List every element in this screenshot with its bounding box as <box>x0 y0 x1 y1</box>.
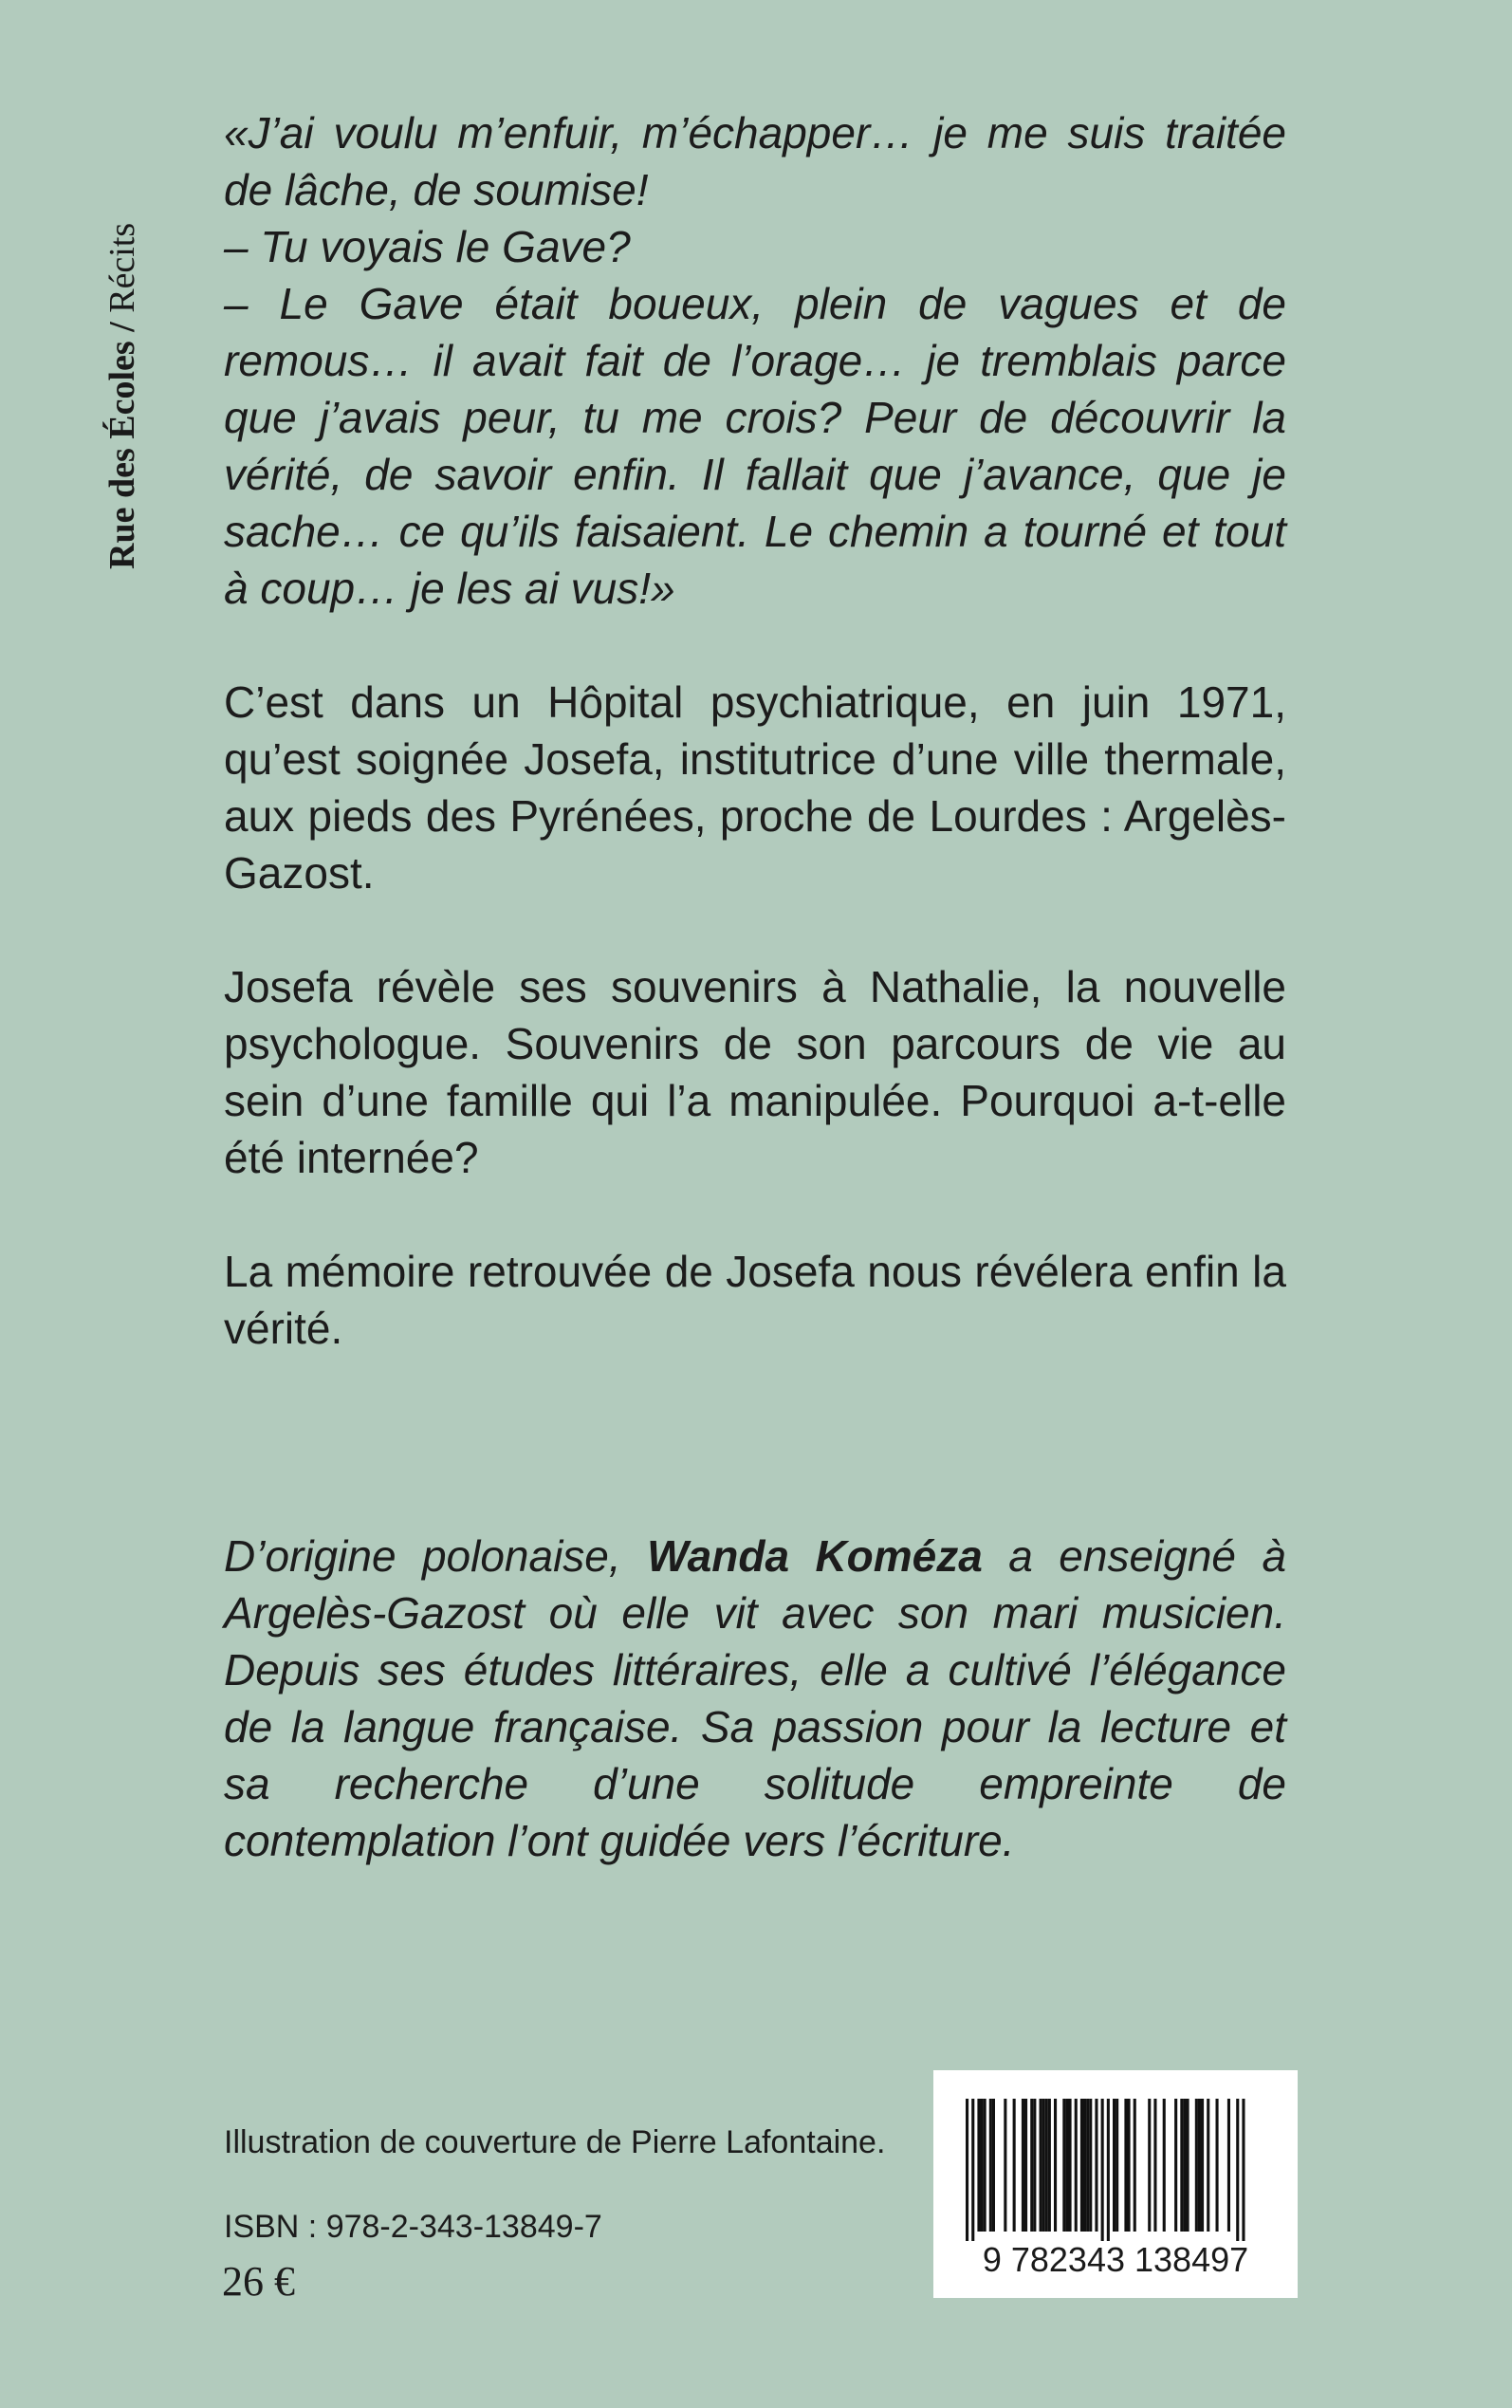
author-name: Wanda Koméza <box>647 1531 983 1581</box>
summary-paragraph: Josefa révèle ses souvenirs à Nathalie, la nouvelle psychologue. Souvenirs de son parcours de vie au sein d’une famille qui l’a manipulée. Pourquoi a-t-elle été internée? <box>224 962 1286 1182</box>
barcode-bar <box>1101 2099 1104 2241</box>
barcode-digits: 9 782343 138497 <box>982 2240 1249 2279</box>
isbn: ISBN : 978-2-343-13849-7 <box>224 2209 602 2245</box>
bio-intro: D’origine polonaise, <box>224 1531 648 1581</box>
barcode-bar <box>1030 2099 1033 2232</box>
summary-paragraph: La mémoire retrouvée de Josefa nous révélera enfin la vérité. <box>224 1247 1286 1353</box>
barcode-bar <box>1033 2099 1036 2232</box>
barcode-bar <box>1095 2099 1097 2232</box>
barcode-bars <box>966 2099 1245 2241</box>
barcode-bar <box>1024 2099 1027 2232</box>
barcode-bar <box>1083 2099 1086 2232</box>
barcode-bar <box>1062 2099 1065 2232</box>
barcode-bar <box>1069 2099 1072 2232</box>
back-cover-text <box>224 104 1286 1926</box>
barcode-bar <box>1207 2099 1209 2232</box>
barcode-bar <box>1236 2099 1239 2241</box>
barcode-bar <box>992 2099 995 2232</box>
barcode-bar <box>1124 2099 1127 2232</box>
spine-text <box>101 223 143 569</box>
barcode-bar <box>1075 2099 1078 2232</box>
bio-text: a enseigné à Argelès-Gazost où elle vit avec son mari musicien. Depuis ses études littéraires, elle a cultivé l’élégance de la langue française. Sa passion pour la lecture et sa recherche d’une solitude empreinte de contemplation l’ont guidée vers l’écriture. <box>224 1531 1286 1865</box>
barcode-bar <box>1201 2099 1204 2232</box>
barcode-bar <box>1216 2099 1219 2232</box>
barcode-bar <box>1242 2099 1245 2241</box>
barcode-bar <box>1065 2099 1068 2232</box>
barcode-bar <box>1054 2099 1057 2232</box>
barcode-bar <box>977 2099 980 2232</box>
barcode-bar <box>1174 2099 1177 2232</box>
barcode-bar <box>1045 2099 1048 2232</box>
barcode-bar <box>1153 2099 1156 2232</box>
barcode-bar <box>1113 2099 1116 2232</box>
barcode-bar <box>1022 2099 1024 2232</box>
author-bio <box>224 1528 1286 1869</box>
spine-separator: / <box>102 322 142 332</box>
quote-line: – Le Gave était boueux, plein de vagues et de remous… il avait fait de l’orage… je tremblais parce que j’avais peur, tu me crois? Peur de découvrir la vérité, de savoir enfin. Il fallait que j’avance, que je sache… ce qu’ils faisaient. Le chemin a tourné et tout à coup… je les ai vus!» <box>224 279 1286 613</box>
barcode-bar <box>989 2099 992 2232</box>
barcode-bar <box>1163 2099 1166 2232</box>
barcode-bar <box>1042 2099 1045 2232</box>
barcode-bar <box>1195 2099 1198 2232</box>
quote-line: «J’ai voulu m’enfuir, m’échapper… je me suis traitée de lâche, de soumise! <box>224 108 1286 214</box>
barcode-bar <box>1183 2099 1186 2232</box>
barcode-bar <box>1013 2099 1016 2232</box>
barcode-bar <box>1004 2099 1006 2232</box>
barcode-bar <box>1086 2099 1089 2232</box>
summary-paragraph: C’est dans un Hôpital psychiatrique, en juin 1971, qu’est soignée Josefa, institutrice d’une ville thermale, aux pieds des Pyrénées, proche de Lourdes : Argelès-Gazost. <box>224 677 1286 898</box>
price: 26 € <box>222 2258 295 2305</box>
genre-name: Récits <box>102 222 142 313</box>
excerpt-quote <box>224 104 1286 617</box>
barcode-bar <box>1148 2099 1151 2232</box>
series-name: Rue des Écoles <box>102 341 142 569</box>
barcode-bar <box>984 2099 986 2232</box>
barcode-bar <box>981 2099 984 2232</box>
illustration-credit: Illustration de couverture de Pierre Lafontaine. <box>224 2124 886 2160</box>
barcode-bar <box>1080 2099 1083 2232</box>
barcode-bar <box>1198 2099 1201 2232</box>
barcode-bar <box>971 2099 974 2241</box>
quote-line: – Tu voyais le Gave? <box>224 222 631 271</box>
barcode-bar <box>1128 2099 1131 2232</box>
barcode-bar <box>1040 2099 1042 2232</box>
barcode-bar <box>1134 2099 1136 2232</box>
barcode-bar <box>1048 2099 1051 2232</box>
barcode-bar <box>966 2099 968 2241</box>
barcode-bar <box>1187 2099 1189 2232</box>
barcode-bar <box>1107 2099 1110 2241</box>
barcode-bar <box>1227 2099 1230 2232</box>
barcode-bar <box>1089 2099 1092 2232</box>
barcode-graphic <box>933 2070 1298 2298</box>
barcode <box>933 2070 1298 2298</box>
barcode-bar <box>1180 2099 1183 2232</box>
barcode-bar <box>1116 2099 1118 2232</box>
